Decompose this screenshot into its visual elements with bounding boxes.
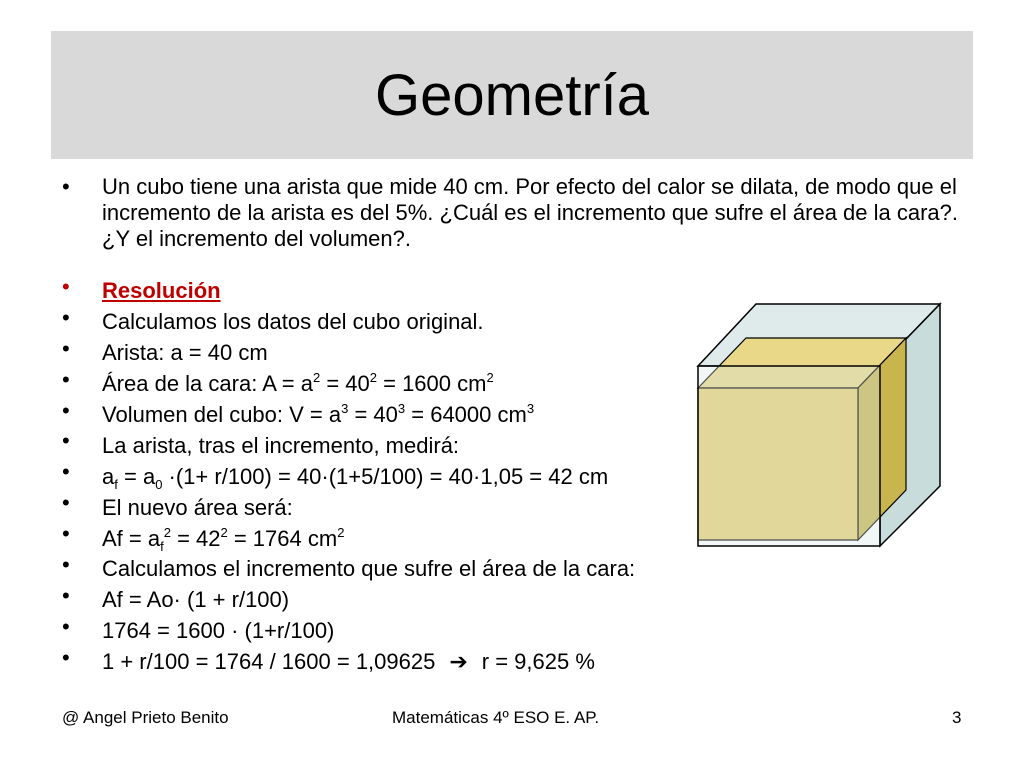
step-new-area-text: • El nuevo área será:	[102, 494, 293, 520]
outer-cube-front	[698, 366, 880, 546]
volume-exp-1: 3	[341, 401, 349, 416]
area-part-b: = 40	[320, 371, 370, 397]
title-bar	[51, 31, 973, 159]
area-exp-3: 2	[486, 370, 494, 386]
new-area-exp-1: 2	[163, 524, 171, 540]
area-part-c: = 1600 cm	[377, 371, 487, 397]
step-new-edge-text: • La arista, tras el incremento, medirá:	[102, 432, 460, 458]
right-arrow-icon: ➔	[449, 649, 468, 675]
new-area-exp-3: 2	[337, 524, 345, 540]
result-part-b: r = 9,625 %	[481, 649, 595, 675]
volume-exp-3: 3	[526, 401, 535, 416]
footer-course: Matemáticas 4º ESO E. AP.	[392, 708, 600, 727]
footer-page-number: 3	[952, 708, 962, 727]
problem-text: Un cubo tiene una arista que mide 40 cm. Por efecto del calor se dilata, de modo que el incremento de la arista es del 5%. ¿Cuál es el incremento que sufre el área de la cara?. ¿Y el incremento del volumen?.	[102, 174, 959, 251]
area-part-a: Área de la cara: A = a	[102, 371, 313, 397]
new-edge-sub-1: f	[114, 476, 118, 492]
growth-formula	[60, 585, 960, 616]
area-exp-1: 2	[312, 370, 321, 386]
slide-title: Geometría	[375, 62, 649, 128]
new-edge-sub-2: 0	[155, 476, 163, 492]
new-area-sub-1: f	[160, 538, 164, 554]
volume-exp-2: 3	[397, 401, 406, 416]
volume-part-a: Volumen del cubo: V = a	[102, 402, 342, 427]
result-line	[60, 647, 960, 678]
new-area-part-a: Af = a	[102, 525, 161, 551]
volume-part-c: = 64000 cm	[405, 402, 527, 427]
new-edge-part-c: ·(1+ r/100) = 40·(1+5/100) = 40·1,05 = 42 cm	[162, 463, 609, 489]
new-area-exp-2: 2	[220, 524, 228, 540]
result-part-a: 1 + r/100 = 1764 / 1600 = 1,09625	[102, 649, 436, 675]
substitution-text: • 1764 = 1600 · (1+r/100)	[102, 618, 335, 644]
cube-illustration	[690, 300, 950, 550]
step-original-text: • Calculamos los datos del cubo original.	[102, 309, 484, 335]
area-exp-2: 2	[369, 370, 377, 386]
step-increment-text: • Calculamos el incremento que sufre el área de la cara:	[102, 556, 636, 582]
footer-author: @ Angel Prieto Benito	[62, 708, 229, 727]
growth-formula-text: • Af = Ao· (1 + r/100)	[102, 587, 290, 613]
new-area-part-b: = 42	[170, 525, 221, 551]
edge-value-text: • Arista: a = 40 cm	[102, 340, 268, 366]
resolution-heading: • Resolución	[102, 278, 221, 304]
problem-statement	[60, 174, 962, 252]
new-edge-part-b: = a	[117, 463, 156, 489]
volume-part-b: = 40	[348, 402, 398, 427]
new-area-part-c: = 1764 cm	[227, 525, 338, 551]
substitution	[60, 616, 960, 647]
new-edge-part-a: a	[102, 463, 115, 489]
step-increment	[60, 554, 960, 585]
